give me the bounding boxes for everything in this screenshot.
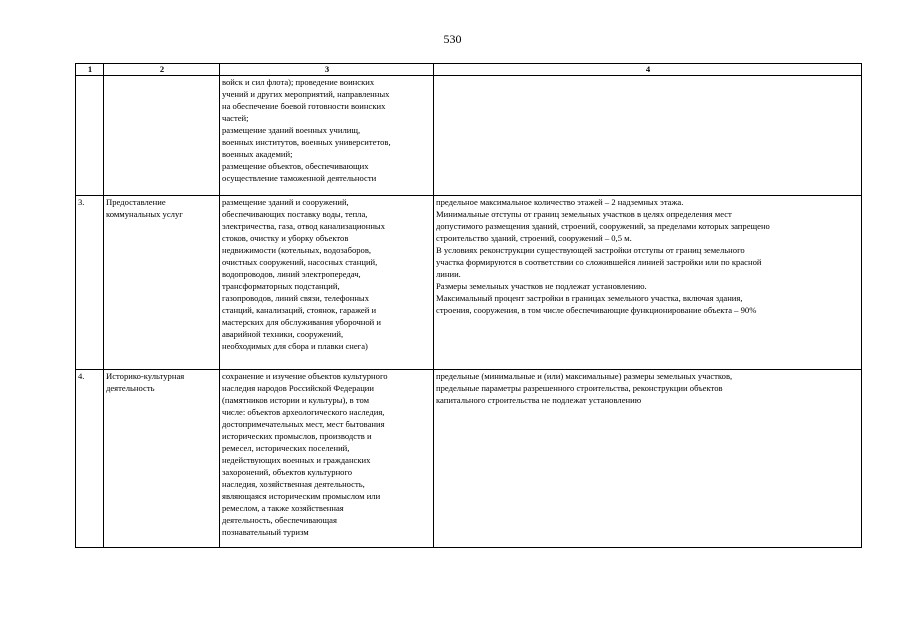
row-description-cell — [220, 196, 434, 370]
parameter-line: капитального строительства не подлежат установлению — [436, 395, 642, 405]
parameter-line: Максимальный процент застройки в границах земельного участка, включая здания, — [436, 293, 743, 303]
description-line: электричества, газа, отвод канализационных — [222, 221, 385, 231]
table-row — [76, 196, 862, 370]
description-line: наследия, хозяйственная деятельность, — [222, 479, 365, 489]
table-row — [76, 76, 862, 196]
row-parameters-cell — [434, 196, 862, 370]
row-parameters-cell — [434, 76, 862, 196]
description-line: познавательный туризм — [222, 527, 309, 537]
parameter-line: Минимальные отступы от границ земельных участков в целях определения мест — [436, 209, 732, 219]
description-line: деятельность, обеспечивающая — [222, 515, 337, 525]
name-line: Предоставление — [106, 197, 166, 207]
description-line: размещение зданий и сооружений, — [222, 197, 349, 207]
description-line: водопроводов, линий электропередач, — [222, 269, 361, 279]
description-line: стоков, очистку и уборку объектов — [222, 233, 349, 243]
description-line: захоронений, объектов культурного — [222, 467, 353, 477]
parameter-line: В условиях реконструкции существующей застройки отступы от границ земельного — [436, 245, 745, 255]
description-line: являющаяся историческим промыслом или — [222, 491, 381, 501]
row-name-cell — [104, 370, 220, 548]
parameter-line: линии. — [436, 269, 461, 279]
description-line: учений и других мероприятий, направленных — [222, 89, 390, 99]
description-line: достопримечательных мест, мест бытования — [222, 419, 385, 429]
row-number-cell: 4. — [76, 370, 104, 548]
description-line: военных институтов, военных университетов, — [222, 137, 391, 147]
description-line: недвижимости (котельных, водозаборов, — [222, 245, 372, 255]
name-line: Историко-культурная — [106, 371, 185, 381]
description-line: исторических промыслов, производств и — [222, 431, 372, 441]
row-number-cell: 3. — [76, 196, 104, 370]
description-line: трансформаторных подстанций, — [222, 281, 340, 291]
description-line: размещение зданий военных училищ, — [222, 125, 361, 135]
row-description-cell — [220, 370, 434, 548]
description-line: недействующих военных и гражданских — [222, 455, 371, 465]
description-line: на обеспечение боевой готовности воинских — [222, 101, 386, 111]
description-line: ремесел, исторических поселений, — [222, 443, 350, 453]
parameter-line: Размеры земельных участков не подлежат установлению. — [436, 281, 647, 291]
description-line: осуществление таможенной деятельности — [222, 173, 377, 183]
row-name-cell — [104, 76, 220, 196]
description-line: сохранение и изучение объектов культурного — [222, 371, 388, 381]
column-header-description: 3 — [220, 64, 434, 76]
description-line: аварийной техники, сооружений, — [222, 329, 344, 339]
description-line: частей; — [222, 113, 249, 123]
parameter-line: строительство зданий, строений, сооружений – 0,5 м. — [436, 233, 632, 243]
column-header-number: 1 — [76, 64, 104, 76]
description-line: очистных сооружений, насосных станций, — [222, 257, 378, 267]
parameter-line: строения, сооружения, в том числе обеспечивающие функционирование объекта – 90% — [436, 305, 757, 315]
parameter-line: участка формируются в соответствии со сложившейся линией застройки или по красной — [436, 257, 762, 267]
column-header-parameters: 4 — [434, 64, 862, 76]
table-row — [76, 370, 862, 548]
description-line: войск и сил флота); проведение воинских — [222, 77, 375, 87]
name-line: деятельность — [106, 383, 155, 393]
description-line: обеспечивающих поставку воды, тепла, — [222, 209, 368, 219]
row-number-cell — [76, 76, 104, 196]
description-line: (памятников истории и культуры), в том — [222, 395, 370, 405]
parameter-line: предельные (минимальные и (или) максимальные) размеры земельных участков, — [436, 371, 733, 381]
row-name-cell — [104, 196, 220, 370]
description-line: мастерских для обслуживания уборочной и — [222, 317, 382, 327]
description-line: размещение объектов, обеспечивающих — [222, 161, 369, 171]
description-line: наследия народов Российской Федерации — [222, 383, 375, 393]
description-line: числе: объектов археологического наследия, — [222, 407, 385, 417]
column-header-name: 2 — [104, 64, 220, 76]
parameter-line: предельные параметры разрешенного строительства, реконструкции объектов — [436, 383, 723, 393]
description-line: ремеслом, а также хозяйственная — [222, 503, 344, 513]
parameter-line: предельное максимальное количество этажей – 2 надземных этажа. — [436, 197, 684, 207]
name-line: коммунальных услуг — [106, 209, 183, 219]
row-parameters-cell — [434, 370, 862, 548]
row-description-cell — [220, 76, 434, 196]
description-line: газопроводов, линий связи, телефонных — [222, 293, 369, 303]
parameter-line: допустимого размещения зданий, строений, сооружений, за пределами которых запрещено — [436, 221, 770, 231]
page-number: 530 — [443, 32, 462, 46]
table-header-row — [76, 64, 862, 76]
description-line: необходимых для сбора и плавки снега) — [222, 341, 368, 351]
description-line: военных академий; — [222, 149, 293, 159]
land-use-table — [75, 63, 862, 548]
description-line: станций, канализаций, стоянок, гаражей и — [222, 305, 377, 315]
